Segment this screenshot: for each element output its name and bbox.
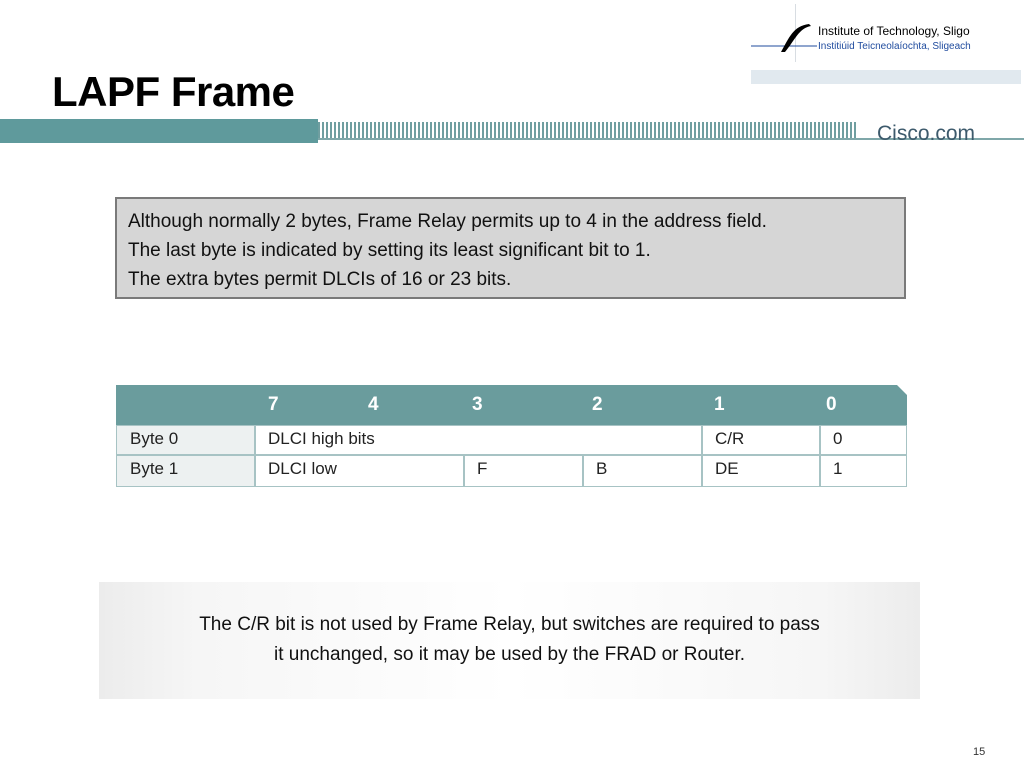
header-corner <box>897 385 907 395</box>
institute-name: Institute of Technology, Sligo <box>818 24 970 38</box>
row-label-byte-0: Byte 0 <box>116 425 255 455</box>
cell-dlci-high: DLCI high bits <box>255 425 702 455</box>
cell-ea1: 1 <box>820 455 907 487</box>
cell-becn: B <box>583 455 702 487</box>
cell-dlci-low: DLCI low <box>255 455 464 487</box>
row-label-byte-1: Byte 1 <box>116 455 255 487</box>
cell-fecn: F <box>464 455 583 487</box>
note-box <box>99 582 920 699</box>
info-line: The last byte is indicated by setting its least significant bit to 1. <box>128 240 651 261</box>
info-box <box>115 197 906 299</box>
band-solid-block <box>0 119 318 143</box>
page-number: 15 <box>973 746 986 758</box>
bit-label: 4 <box>368 394 379 415</box>
cisco-brand: Cisco.com <box>877 122 976 145</box>
cell-ea0: 0 <box>820 425 907 455</box>
info-line: The extra bytes permit DLCIs of 16 or 23 bits. <box>128 269 512 290</box>
bit-header-row <box>116 385 907 425</box>
bit-label: 7 <box>268 394 279 415</box>
note-line: The C/R bit is not used by Frame Relay, but switches are required to pass <box>199 614 820 635</box>
cell-cr: C/R <box>702 425 820 455</box>
bit-label: 0 <box>826 394 837 415</box>
bit-label: 3 <box>472 394 483 415</box>
logo-underline-bar <box>751 70 1021 84</box>
institute-irish-name: Institiúid Teicneolaíochta, Sligeach <box>818 41 971 52</box>
bit-label: 1 <box>714 394 725 415</box>
page-title: LAPF Frame <box>52 68 295 115</box>
bit-label: 2 <box>592 394 603 415</box>
header-band <box>0 119 1024 143</box>
cell-de: DE <box>702 455 820 487</box>
institute-logo <box>751 0 1021 84</box>
lapf-address-table <box>116 385 907 487</box>
note-line: it unchanged, so it may be used by the FRAD or Router. <box>273 644 746 665</box>
info-line: Although normally 2 bytes, Frame Relay permits up to 4 in the address field. <box>128 211 767 232</box>
swoosh-icon <box>751 18 817 54</box>
